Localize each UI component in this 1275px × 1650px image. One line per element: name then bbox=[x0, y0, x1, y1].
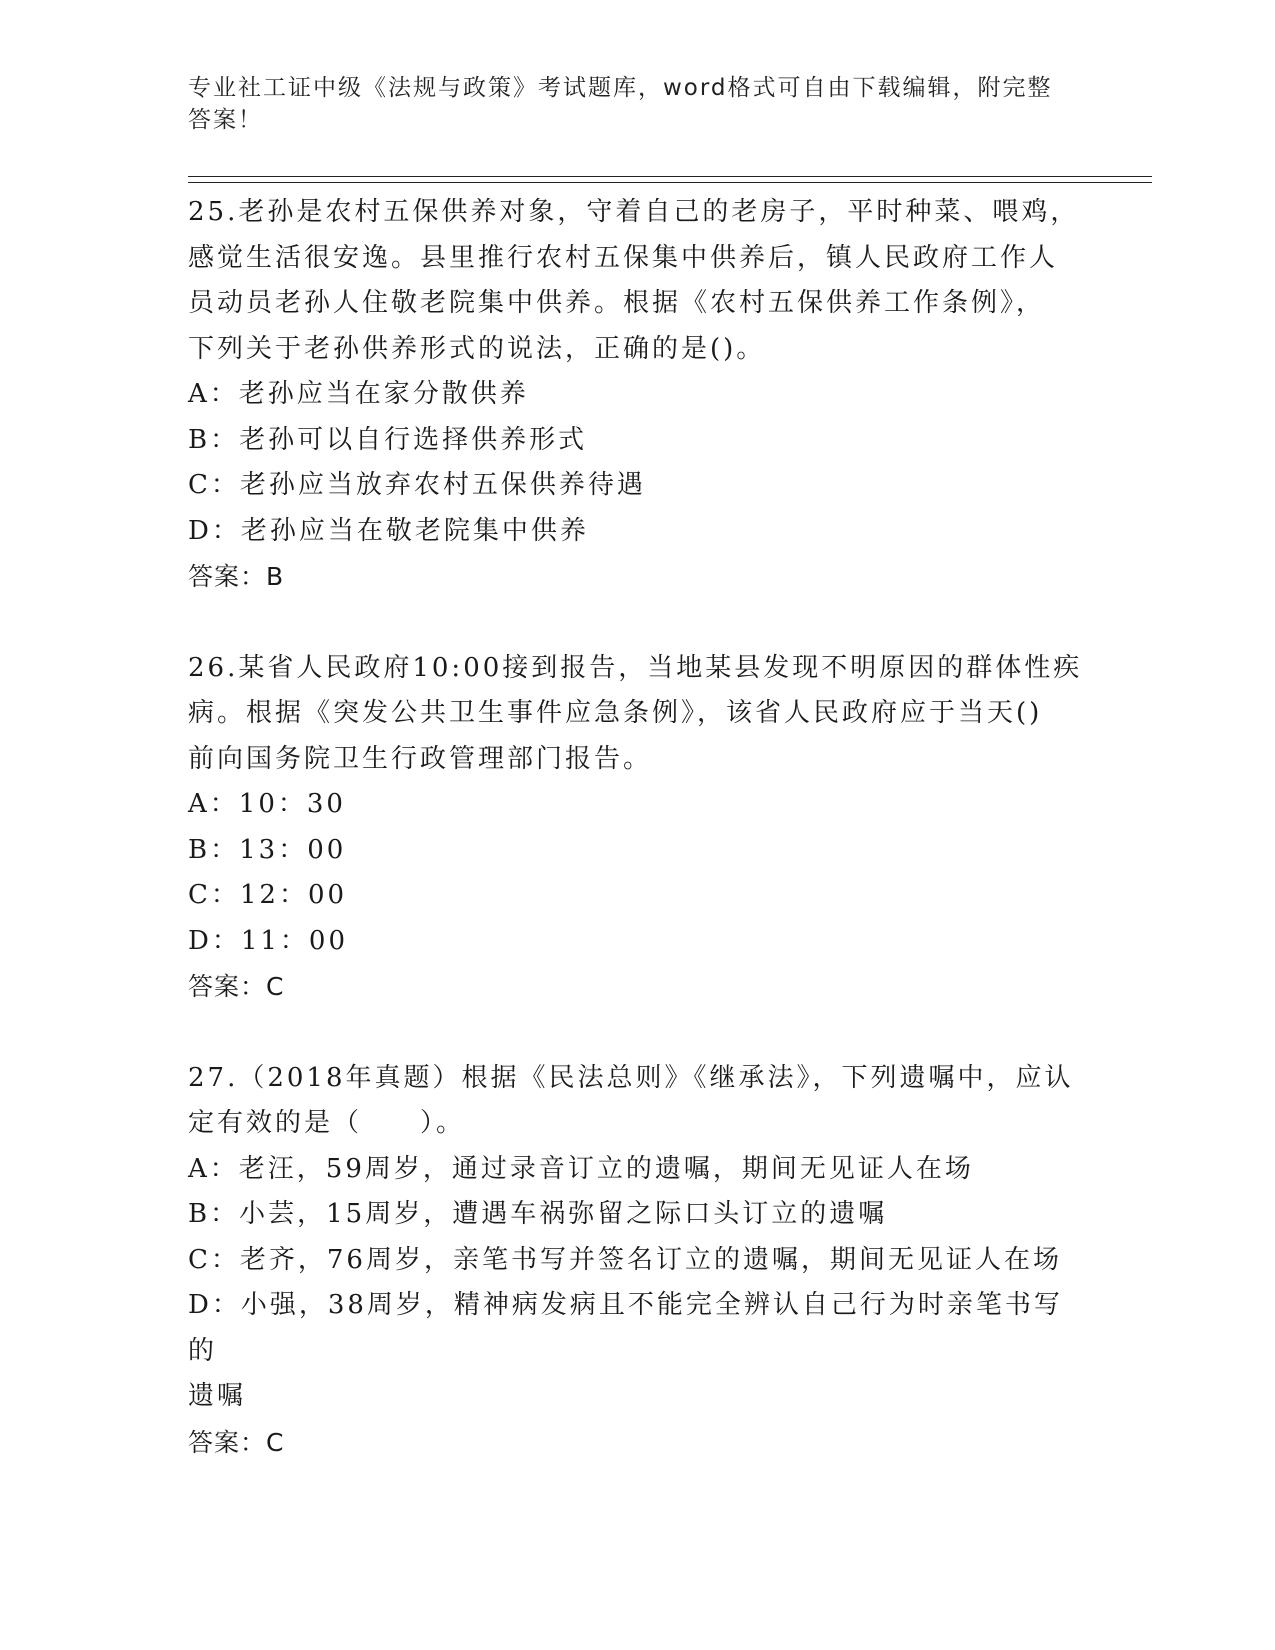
question-25 bbox=[188, 190, 1078, 600]
header-divider-top bbox=[188, 176, 1152, 177]
option-d-continuation: 遗嘱 bbox=[188, 1381, 247, 1411]
option-b: B：小芸，15周岁，遭遇车祸弥留之际口头订立的遗嘱 bbox=[188, 1199, 888, 1229]
option-b: B：老孙可以自行选择供养形式 bbox=[188, 424, 588, 455]
question-stem-line: 25.老孙是农村五保供养对象，守着自己的老房子，平时种菜、喂鸡， bbox=[188, 197, 1080, 227]
page-header: 专业社工证中级《法规与政策》考试题库，word格式可自由下载编辑，附完整答案！ bbox=[188, 75, 1053, 133]
question-list bbox=[188, 190, 1083, 1465]
question-stem-line: 前向国务院卫生行政管理部门报告。 bbox=[188, 743, 653, 774]
question-stem-line: 26.某省人民政府10:00接到报告，当地某县发现不明原因的群体性疾 bbox=[188, 652, 1083, 683]
answer-label: 答案：C bbox=[188, 972, 285, 1001]
answer-label: 答案：B bbox=[188, 562, 285, 591]
spacer bbox=[188, 1010, 1078, 1056]
option-b: B：13：00 bbox=[188, 834, 347, 865]
header-divider-bottom bbox=[188, 182, 1152, 183]
question-stem-line: 病。根据《突发公共卫生事件应急条例》，该省人民政府应于当天() bbox=[188, 698, 1043, 728]
question-stem-line: 27.（2018年真题）根据《民法总则》《继承法》，下列遗嘱中，应认 bbox=[188, 1062, 1074, 1093]
option-a: A：老孙应当在家分散供养 bbox=[188, 379, 529, 409]
option-c: C：12：00 bbox=[188, 880, 348, 910]
question-stem-line: 下列关于老孙供养形式的说法，正确的是()。 bbox=[188, 333, 766, 364]
option-d: D：老孙应当在敬老院集中供养 bbox=[188, 515, 589, 546]
option-a: A：10：30 bbox=[188, 789, 346, 819]
spacer bbox=[188, 600, 1078, 646]
question-27 bbox=[188, 1056, 1078, 1466]
question-stem-line: 感觉生活很安逸。县里推行农村五保集中供养后，镇人民政府工作人 bbox=[188, 242, 1059, 273]
question-stem-line: 定有效的是（ ）。 bbox=[188, 1108, 466, 1138]
answer-label: 答案：C bbox=[188, 1427, 285, 1457]
option-d: D：11：00 bbox=[188, 925, 349, 956]
option-c: C：老孙应当放弃农村五保供养待遇 bbox=[188, 470, 646, 500]
option-a: A：老汪，59周岁，通过录音订立的遗嘱，期间无见证人在场 bbox=[188, 1153, 974, 1184]
option-c: C：老齐，76周岁，亲笔书写并签名订立的遗嘱，期间无见证人在场 bbox=[188, 1244, 1062, 1275]
question-26 bbox=[188, 646, 1083, 1010]
question-stem-line: 员动员老孙人住敬老院集中供养。根据《农村五保供养工作条例》， bbox=[188, 288, 1046, 318]
option-d: D：小强，38周岁，精神病发病且不能完全辨认自己行为时亲笔书写的 bbox=[188, 1290, 1063, 1366]
